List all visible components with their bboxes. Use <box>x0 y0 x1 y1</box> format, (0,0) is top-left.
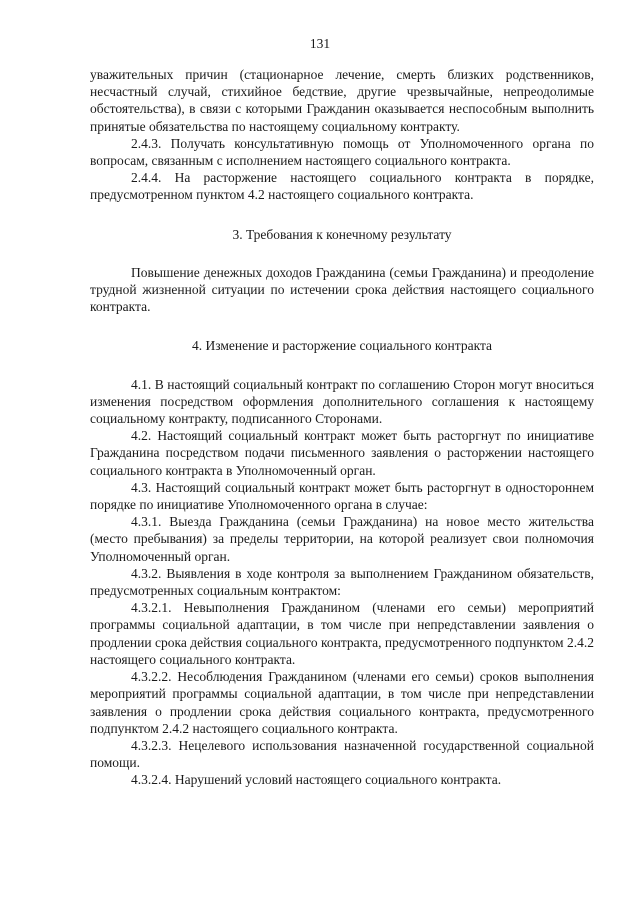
paragraph-2-4-4: 2.4.4. На расторжение настоящего социального контракта в порядке, предусмотренном пунктом 4.2 настоящего социального контракта. <box>90 170 594 203</box>
paragraph-4-3-1: 4.3.1. Выезда Гражданина (семьи Гражданина) на новое место жительства (место пребывания) за пределы территории, на которой реализует свои полномочия Уполномоченный орган. <box>90 514 594 564</box>
paragraph-4-3-2: 4.3.2. Выявления в ходе контроля за выполнением Гражданином обязательств, предусмотренных социальным контрактом: <box>90 565 594 599</box>
section-3-text: Повышение денежных доходов Гражданина (семьи Гражданина) и преодоление трудной жизненной ситуации по истечении срока действия настоящего социального контракта. <box>90 264 594 315</box>
paragraph-4-1: 4.1. В настоящий социальный контракт по соглашению Сторон могут вноситься изменения посредством оформления дополнительного соглашения к настоящему социальному контракту, подписанного Сторонами. <box>90 376 594 427</box>
section-4-heading: 4. Изменение и расторжение социального контракта <box>191 338 493 354</box>
page-number: 131 <box>309 36 331 51</box>
paragraph-4-3-2-2: 4.3.2.2. Несоблюдения Гражданином (членами его семьи) сроков выполнения мероприятий программы социальной адаптации, в том числе при непредставлении заявления о продлении срока действия социального контракта, предусмотренного подпунктом 2.4.2 настоящего социального контракта. <box>90 669 594 736</box>
paragraph-4-3-2-4: 4.3.2.4. Нарушений условий настоящего социального контракта. <box>131 772 502 788</box>
paragraph-4-3: 4.3. Настоящий социальный контракт может быть расторгнут в одностороннем порядке по инициативе Уполномоченного органа в случае: <box>90 479 594 513</box>
paragraph-2-4-3: 2.4.3. Получать консультативную помощь от Уполномоченного органа по вопросам, связанным с исполнением настоящего социального контракта. <box>90 135 594 169</box>
paragraph-4-2: 4.2. Настоящий социальный контракт может быть расторгнут по инициативе Гражданина посредством подачи письменного заявления о расторжении настоящего социального контракта в Уполномоченный орган. <box>90 428 594 478</box>
paragraph-4-3-2-3: 4.3.2.3. Нецелевого использования назначенной государственной социальной помощи. <box>90 737 594 771</box>
document-body <box>90 66 594 789</box>
section-3-heading: 3. Требования к конечному результату <box>232 226 452 242</box>
paragraph-continuation: уважительных причин (стационарное лечение, смерть близких родственников, несчастный случай, стихийное бедствие, другие чрезвычайные, непреодолимые обстоятельства), в связи с которыми Гражданин оказывается неспособным выполнить принятые обязательства по настоящему социальному контракту. <box>90 67 594 134</box>
paragraph-4-3-2-1: 4.3.2.1. Невыполнения Гражданином (членами его семьи) мероприятий программы социальной адаптации, в том числе при непредставлении заявления о продлении срока действия социального контракта, предусмотренного подпунктом 2.4.2 настоящего социального контракта. <box>90 600 594 667</box>
